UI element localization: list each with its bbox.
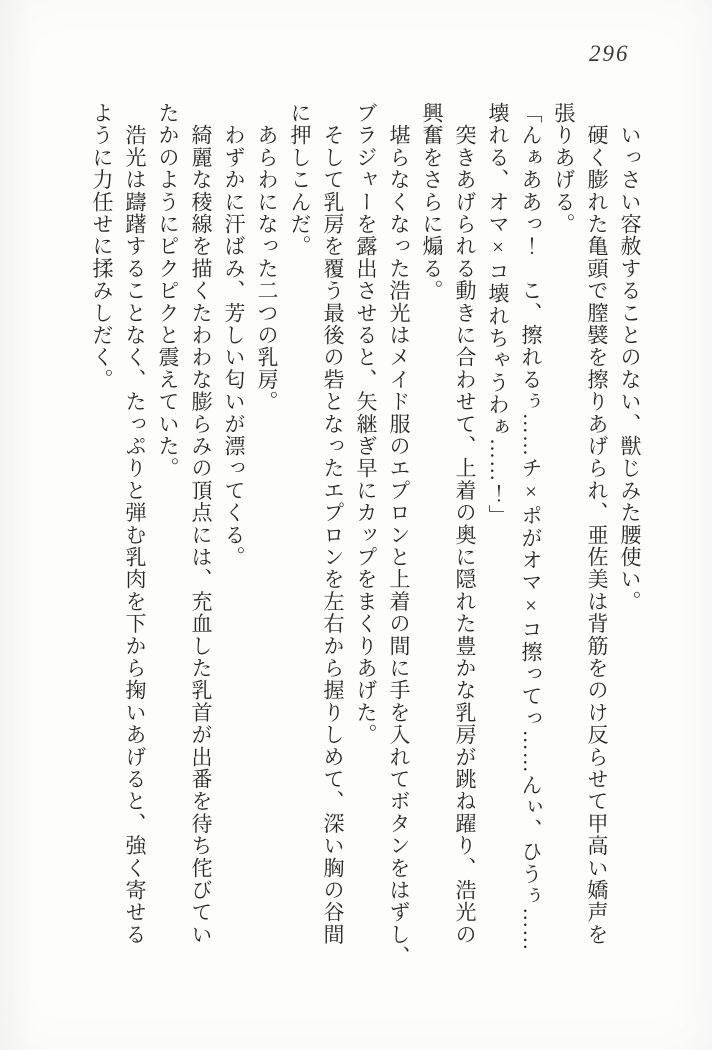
text-line: 綺麗な稜線を描くたわわな膨らみの頂点には、充血した乳首が出番を待ち侘びてい — [189, 102, 213, 946]
text-line: 堪らなくなった浩光はメイド服のエプロンと上着の間に手を入れてボタンをはずし、 — [387, 102, 411, 968]
text-line: いっさい容赦することのない、獣じみた腰使い。 — [618, 102, 642, 613]
text-line: に押しこんだ。 — [288, 102, 312, 258]
text-line: 張りあげる。 — [552, 102, 576, 236]
text-line: 浩光は躊躇することなく、たっぷりと弾む乳肉を下から掬いあげると、強く寄せる — [123, 102, 147, 946]
text-line: ように力任せに揉みしだく。 — [90, 102, 114, 391]
text-line: 突きあげられる動きに合わせて、上着の奥に隠れた豊かな乳房が跳ね躍り、浩光の — [453, 102, 477, 946]
text-line: 「んぁああっ！ こ、擦れるぅ……チ×ポがオマ×コ擦ってっ……んぃ、ひうぅ…… — [519, 102, 543, 952]
body-text — [85, 102, 646, 968]
text-line: わずかに汗ばみ、芳しい匂いが漂ってくる。 — [222, 102, 246, 569]
text-line: 壊れる、オマ×コ壊れちゃうわぁ……！」 — [486, 102, 510, 527]
text-line: たかのようにピクピクと震えていた。 — [156, 102, 180, 480]
text-line: そして乳房を覆う最後の砦となったエプロンを左右から握りしめて、深い胸の谷間 — [321, 102, 345, 946]
text-line: 硬く膨れた亀頭で膣襞を擦りあげられ、亜佐美は背筋をのけ反らせて甲高い嬌声を — [585, 102, 609, 946]
page-number: 296 — [589, 41, 630, 66]
text-line: 興奮をさらに煽る。 — [420, 102, 444, 302]
text-line: あらわになった二つの乳房。 — [255, 102, 279, 413]
text-line: ブラジャーを露出させると、矢継ぎ早にカップをまくりあげた。 — [354, 102, 378, 746]
